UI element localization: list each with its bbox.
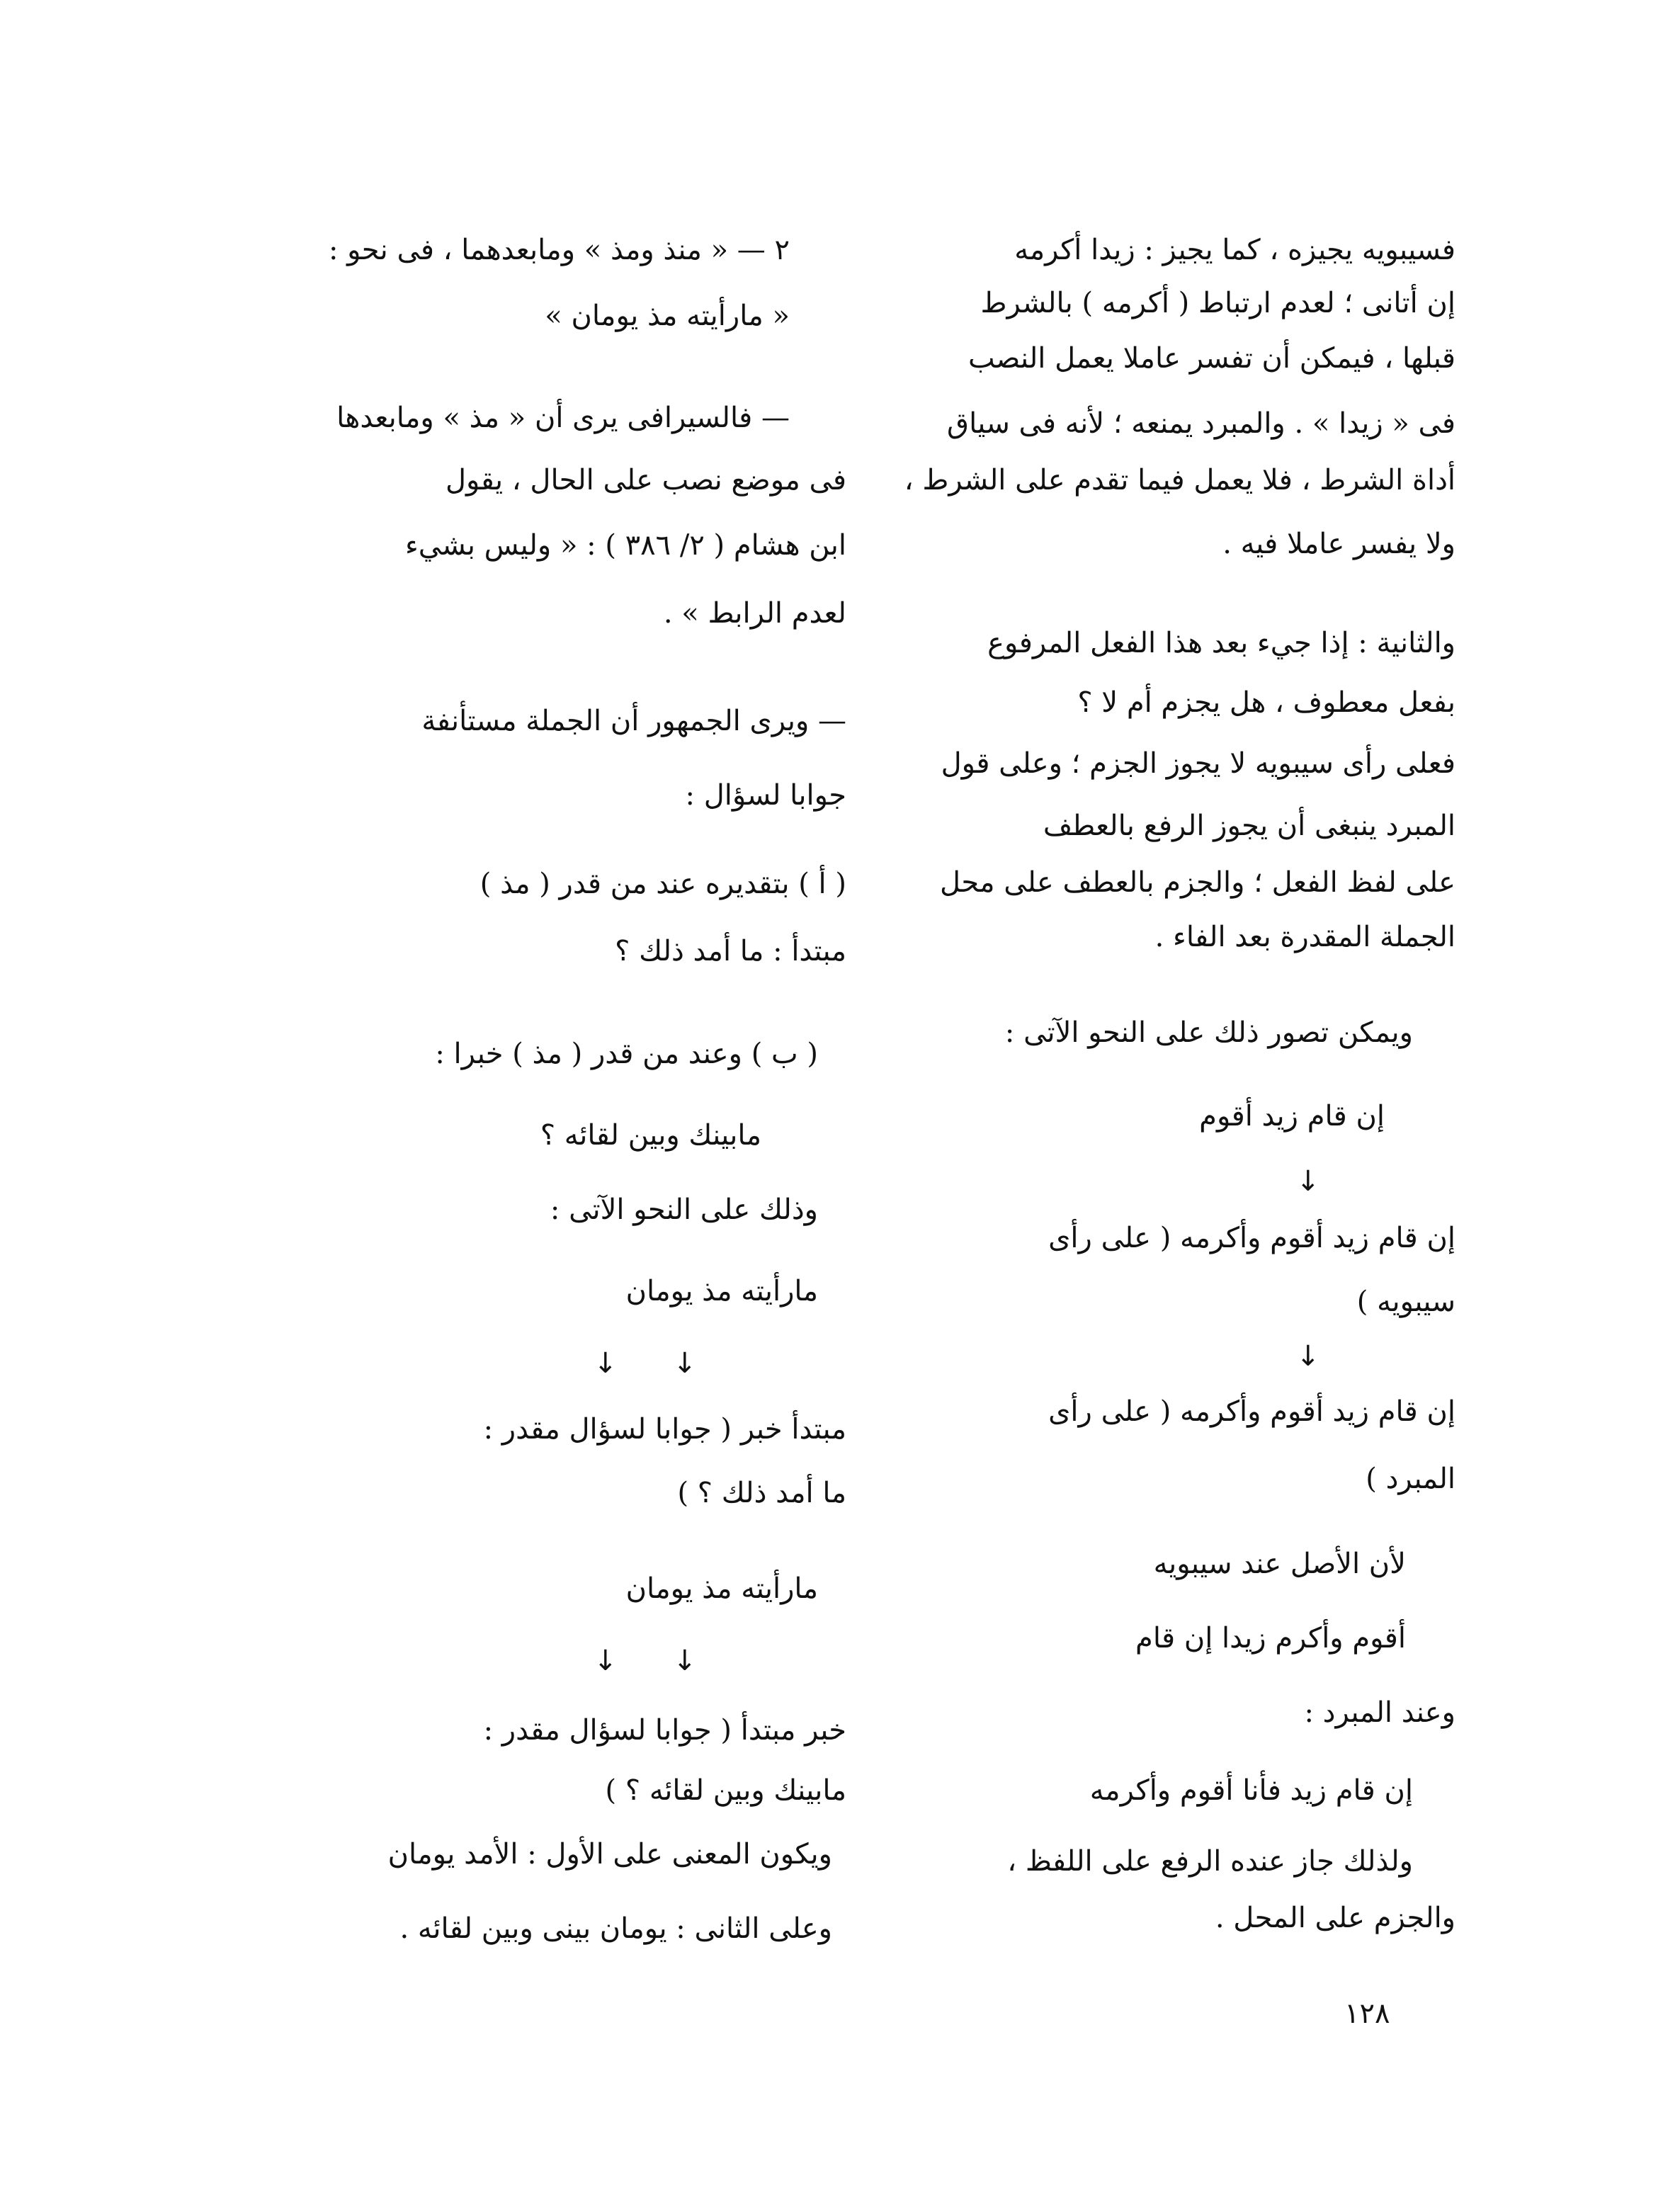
down-arrow-icon: ↓ <box>673 1347 697 1380</box>
text-line: ما أمد ذلك ؟ ) <box>677 1477 846 1509</box>
text-line: إن أتانى ؛ لعدم ارتباط ( أكرمه ) بالشرط <box>980 287 1455 319</box>
text-line: إن قام زيد أقوم وأكرمه ( على رأى <box>1048 1222 1455 1254</box>
text-line: الجملة المقدرة بعد الفاء . <box>1154 921 1455 953</box>
text-line: مابينك وبين لقائه ؟ <box>540 1119 761 1152</box>
text-line: ( ب ) وعند من قدر ( مذ ) خبرا : <box>435 1038 818 1070</box>
text-line: والثانية : إذا جيء بعد هذا الفعل المرفوع <box>987 627 1455 659</box>
text-line: المبرد ) <box>1366 1463 1455 1495</box>
text-line: ولذلك جاز عنده الرفع على اللفظ ، <box>1007 1845 1413 1878</box>
text-line: جوابا لسؤال : <box>685 779 846 812</box>
text-line: المبرد ينبغى أن يجوز الرفع بالعطف <box>1043 810 1455 842</box>
text-line: ٢ — « منذ ومذ » ومابعدهما ، فى نحو : <box>328 234 790 266</box>
down-arrow-icon: ↓ <box>673 1645 697 1677</box>
text-line: لأن الأصل عند سيبويه <box>1153 1548 1406 1580</box>
text-line: فى موضع نصب على الحال ، يقول <box>445 464 846 497</box>
down-arrow-icon: ↓ <box>594 1645 618 1677</box>
text-line: — ويرى الجمهور أن الجملة مستأنفة <box>421 705 846 737</box>
text-line: خبر مبتدأ ( جوابا لسؤال مقدر : <box>483 1714 846 1747</box>
text-line: مبتدأ خبر ( جوابا لسؤال مقدر : <box>483 1413 846 1446</box>
text-line: فسيبويه يجيزه ، كما يجيز : زيدا أكرمه <box>1014 234 1455 266</box>
text-line: على لفظ الفعل ؛ والجزم بالعطف على محل <box>940 866 1455 899</box>
text-line: والجزم على المحل . <box>1215 1902 1455 1934</box>
page-number: ١٢٨ <box>1344 1997 1390 2030</box>
text-line: مابينك وبين لقائه ؟ ) <box>605 1774 846 1807</box>
text-line: إن قام زيد أقوم <box>1199 1100 1385 1133</box>
text-line: أقوم وأكرم زيدا إن قام <box>1135 1622 1406 1655</box>
text-line: ابن هشام ( ٢/ ٣٨٦ ) : « وليس بشيء <box>405 529 846 562</box>
text-line: فى « زيدا » . والمبرد يمنعه ؛ لأنه فى سياق <box>947 407 1455 440</box>
text-line: مارأيته مذ يومان <box>625 1275 818 1307</box>
text-line: فعلى رأى سيبويه لا يجوز الجزم ؛ وعلى قول <box>941 747 1455 780</box>
text-line: إن قام زيد فأنا أقوم وأكرمه <box>1089 1774 1413 1807</box>
text-line: وعند المبرد : <box>1304 1696 1455 1729</box>
text-line: قبلها ، فيمكن أن تفسر عاملا يعمل النصب <box>968 342 1455 375</box>
text-line: بفعل معطوف ، هل يجزم أم لا ؟ <box>1077 686 1455 719</box>
text-line: ويكون المعنى على الأول : الأمد يومان <box>387 1838 832 1871</box>
text-line: مارأيته مذ يومان <box>625 1572 818 1605</box>
text-line: لعدم الرابط » . <box>663 597 846 630</box>
text-line: ولا يفسر عاملا فيه . <box>1222 528 1455 560</box>
down-arrow-icon: ↓ <box>1296 1165 1320 1198</box>
text-line: ويمكن تصور ذلك على النحو الآتى : <box>1004 1016 1413 1049</box>
text-line: إن قام زيد أقوم وأكرمه ( على رأى <box>1048 1395 1455 1428</box>
down-arrow-icon: ↓ <box>1296 1340 1320 1373</box>
text-line: ( أ ) بتقديره عند من قدر ( مذ ) <box>479 868 846 900</box>
text-line: — فالسيرافى يرى أن « مذ » ومابعدها <box>336 402 790 434</box>
text-line: سيبويه ) <box>1356 1286 1455 1318</box>
text-line: وذلك على النحو الآتى : <box>550 1193 818 1226</box>
text-line: أداة الشرط ، فلا يعمل فيما تقدم على الشرط ، <box>904 464 1455 497</box>
down-arrow-icon: ↓ <box>594 1347 618 1380</box>
text-line: مبتدأ : ما أمد ذلك ؟ <box>615 935 846 968</box>
text-line: وعلى الثانى : يومان بينى وبين لقائه . <box>399 1912 832 1945</box>
text-line: « مارأيته مذ يومان » <box>545 300 790 332</box>
